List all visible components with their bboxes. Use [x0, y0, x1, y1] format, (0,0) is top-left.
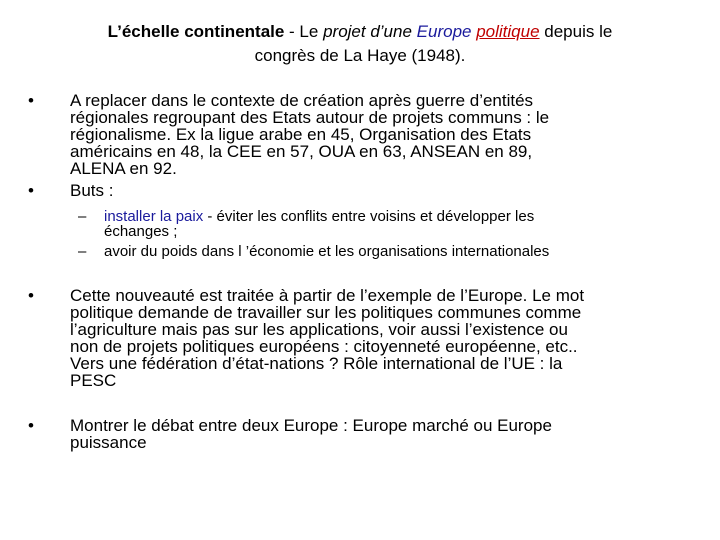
bullet-novelty	[28, 287, 688, 389]
sub-bullet-peace	[28, 209, 688, 239]
bullet-line: non de projets politiques européens : citoyenneté européenne, etc..	[70, 337, 578, 356]
bullet-line: Buts :	[70, 181, 114, 200]
bullet-line: A replacer dans le contexte de création après guerre d’entités	[70, 91, 534, 110]
sub-bullet-text: - éviter les conflits entre voisins et développer les	[203, 208, 535, 225]
bullet-line: puissance	[70, 433, 147, 452]
sub-bullet-line	[104, 209, 688, 224]
bullet-line: politique demande de travailler sur les politiques communes comme	[70, 303, 582, 322]
sub-bullet-line: échanges ;	[104, 223, 178, 240]
bullet-line: l’agriculture mais pas sur les applications, voir aussi l’existence ou	[70, 320, 568, 339]
sub-bullet-mark: –	[78, 208, 87, 225]
bullet-goals	[28, 182, 688, 199]
bullet-mark: •	[28, 286, 34, 305]
bullet-mark: •	[28, 181, 34, 200]
title-line-2: congrès de La Haye (1948).	[254, 46, 466, 65]
bullet-line: américains en 48, la CEE en 57, OUA en 63, ANSEAN en 89,	[70, 142, 533, 161]
sub-bullet-weight	[28, 244, 688, 259]
title-part-3: projet d’une	[323, 22, 417, 41]
bullet-debate	[28, 417, 688, 451]
bullet-mark: •	[28, 91, 34, 110]
sub-bullet-mark: –	[78, 243, 87, 260]
sub-bullet-line: avoir du poids dans l ’économie et les organisations internationales	[104, 243, 550, 260]
title-part-6: depuis le	[539, 22, 613, 41]
bullet-line: Vers une fédération d’état-nations ? Rôle international de l’UE : la	[70, 354, 563, 373]
title-part-5: politique	[476, 22, 540, 41]
bullet-line: Cette nouveauté est traitée à partir de l’exemple de l’Europe. Le mot	[70, 286, 585, 305]
bullet-line: régionales regroupant des Etats autour de projets communs : le	[70, 108, 550, 127]
slide-title	[30, 20, 690, 68]
title-part-2: - Le	[284, 22, 324, 41]
title-part-1: L’échelle continentale	[107, 22, 285, 41]
bullet-context	[28, 92, 688, 177]
bullet-line: Montrer le débat entre deux Europe : Europe marché ou Europe	[70, 416, 552, 435]
bullet-line: régionalisme. Ex la ligue arabe en 45, Organisation des Etats	[70, 125, 532, 144]
sub-bullet-highlight: installer la paix	[104, 208, 204, 225]
title-part-4: Europe	[416, 22, 472, 41]
title-line-1	[30, 20, 690, 44]
bullet-mark: •	[28, 416, 34, 435]
bullet-line: ALENA en 92.	[70, 159, 177, 178]
slide-body	[28, 92, 688, 451]
bullet-line: PESC	[70, 371, 117, 390]
